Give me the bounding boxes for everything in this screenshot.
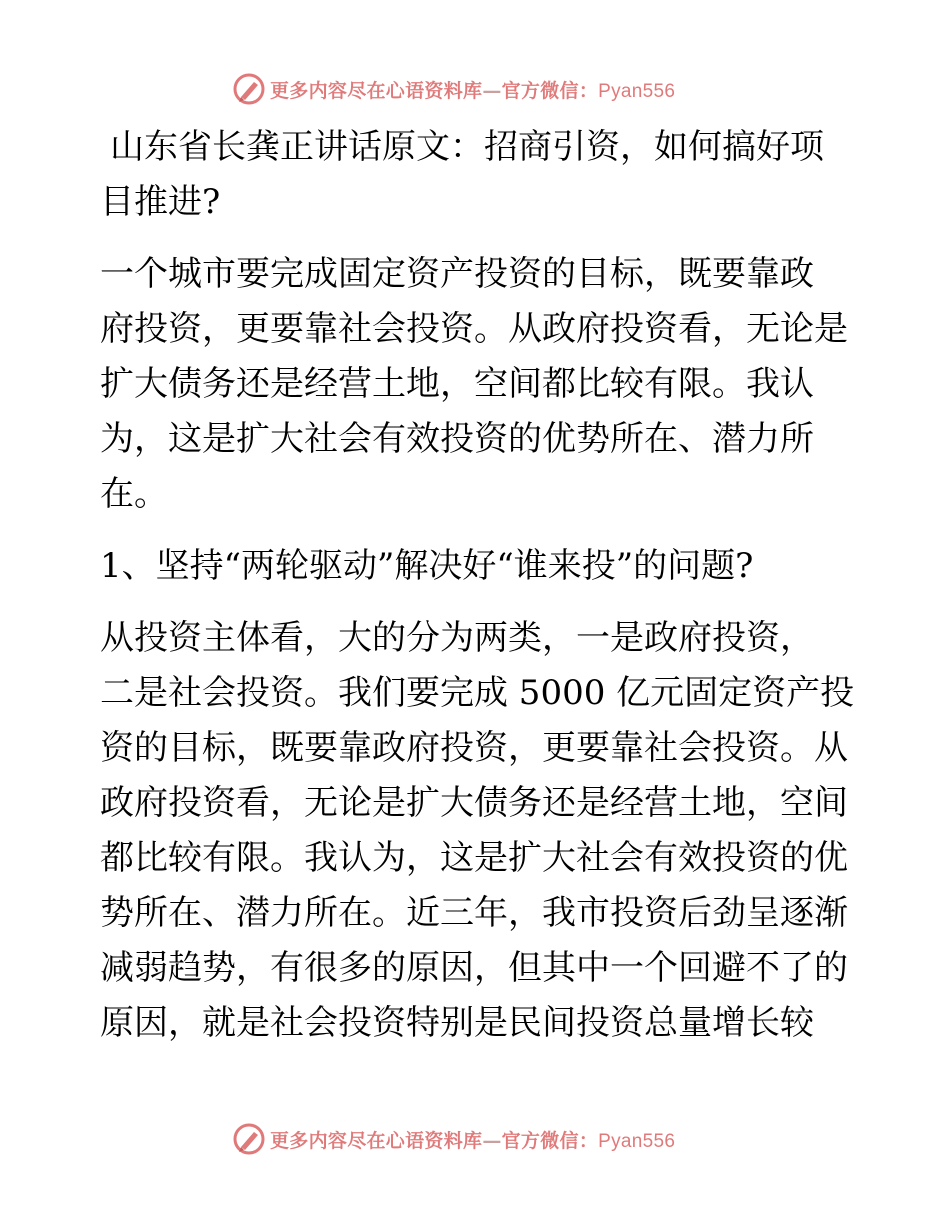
- header-banner-separator: —: [482, 80, 502, 102]
- footer-banner-account-label: 官方微信：: [501, 1130, 599, 1152]
- pen-logo-icon: [232, 72, 266, 106]
- header-banner-account: Pyan556: [598, 81, 676, 102]
- header-banner-text: [270, 76, 675, 103]
- paragraph-line: 二是社会投资。我们要完成 5000 亿元固定资产投: [100, 673, 855, 713]
- pen-logo-icon: [232, 1122, 266, 1156]
- section-heading-text: 1、坚持“两轮驱动”解决好“谁来投”的问题?: [100, 546, 754, 586]
- document-title: [100, 120, 860, 230]
- footer-banner: [0, 1120, 950, 1160]
- title-line: 山东省长龚正讲话原文：招商引资，如何搞好项: [110, 127, 824, 167]
- paragraph-line: 都比较有限。我认为，这是扩大社会有效投资的优: [100, 838, 848, 878]
- section-paragraph: [100, 611, 860, 1051]
- paragraph-line: 府投资，更要靠社会投资。从政府投资看，无论是: [100, 309, 848, 349]
- footer-banner-text: [270, 1126, 675, 1153]
- paragraph-line: 原因，就是社会投资特别是民间投资总量增长较: [100, 1003, 814, 1043]
- footer-banner-account: Pyan556: [598, 1131, 676, 1152]
- footer-banner-separator: —: [482, 1130, 502, 1152]
- intro-paragraph: [100, 247, 860, 522]
- header-banner-account-label: 官方微信：: [501, 80, 599, 102]
- header-banner-slogan: 更多内容尽在心语资料库: [270, 80, 483, 102]
- paragraph-line: 为，这是扩大社会有效投资的优势所在、潜力所: [100, 419, 814, 459]
- paragraph-line: 扩大债务还是经营土地，空间都比较有限。我认: [100, 364, 814, 404]
- paragraph-line: 政府投资看，无论是扩大债务还是经营土地，空间: [100, 783, 848, 823]
- footer-banner-slogan: 更多内容尽在心语资料库: [270, 1130, 483, 1152]
- header-banner: [0, 70, 950, 110]
- document-body: [100, 120, 860, 1068]
- paragraph-line: 势所在、潜力所在。近三年，我市投资后劲呈逐渐: [100, 893, 848, 933]
- paragraph-line: 资的目标，既要靠政府投资，更要靠社会投资。从: [100, 728, 848, 768]
- paragraph-line: 减弱趋势，有很多的原因，但其中一个回避不了的: [100, 948, 848, 988]
- section-heading: [100, 539, 860, 594]
- paragraph-line: 在。: [100, 474, 168, 514]
- paragraph-line: 从投资主体看，大的分为两类，一是政府投资，: [100, 618, 814, 658]
- paragraph-line: 一个城市要完成固定资产投资的目标，既要靠政: [100, 254, 814, 294]
- title-line: 目推进?: [100, 182, 221, 222]
